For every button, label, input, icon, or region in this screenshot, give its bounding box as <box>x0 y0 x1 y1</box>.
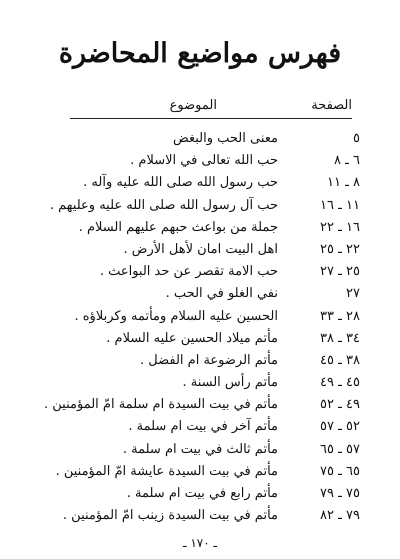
index-row <box>0 261 400 283</box>
index-row <box>0 483 400 505</box>
index-row <box>0 217 400 239</box>
row-pages: ٦٥ ـ ٧٥ <box>319 463 360 479</box>
topic-column-header: الموضوع <box>169 98 217 113</box>
row-pages: ٥٧ ـ ٦٥ <box>319 441 360 457</box>
row-topic: الحسين عليه السلام ومأتمه وكربلاؤه . <box>74 308 278 324</box>
index-row <box>0 394 400 416</box>
row-pages: ١١ ـ ١٦ <box>319 197 360 213</box>
index-row <box>0 461 400 483</box>
row-pages: ٥٢ ـ ٥٧ <box>319 419 360 435</box>
row-pages: ١٦ ـ ٢٢ <box>319 219 360 235</box>
header-divider <box>70 118 352 119</box>
row-topic: حب رسول الله صلى الله عليه وآله . <box>83 175 278 191</box>
index-row <box>0 505 400 527</box>
row-topic: مأتم في بيت السيدة زينب امّ المؤمنين . <box>62 508 278 524</box>
row-topic: مأتم ثالث في بيت ام سلمة . <box>122 441 278 457</box>
row-pages: ٦ ـ ٨ <box>333 153 360 169</box>
page-column-header: الصفحة <box>311 98 352 113</box>
row-pages: ٧٩ ـ ٨٢ <box>319 508 360 524</box>
row-topic: مأتم الرضوعة ام الفضل . <box>139 352 278 368</box>
index-row <box>0 239 400 261</box>
row-topic: حب الله تعالى في الاسلام . <box>130 153 278 169</box>
row-pages: ٣٤ ـ ٣٨ <box>319 330 360 346</box>
index-row <box>0 150 400 172</box>
page-number: ـ ١٧٠ ـ <box>182 536 218 550</box>
index-row <box>0 350 400 372</box>
row-pages: ٤٥ ـ ٤٩ <box>319 375 360 391</box>
row-topic: مأتم ميلاد الحسين عليه السلام . <box>106 330 278 346</box>
row-topic: حب آل رسول الله صلى الله عليه وعليهم . <box>49 197 278 213</box>
row-pages: ٣٨ ـ ٤٥ <box>319 352 360 368</box>
row-topic: حب الامة تقصر عن حد البواعث . <box>99 264 278 280</box>
row-pages: ٨ ـ ١١ <box>326 175 360 191</box>
row-pages: ٥ <box>353 131 360 146</box>
index-row <box>0 195 400 217</box>
row-topic: جملة من بواعث حبهم عليهم السلام . <box>78 219 278 235</box>
row-pages: ٤٩ ـ ٥٢ <box>319 397 360 413</box>
index-row <box>0 328 400 350</box>
row-topic: مأتم رأس السنة . <box>182 375 278 391</box>
row-topic: نفي الغلو في الحب . <box>165 286 278 302</box>
index-row <box>0 283 400 305</box>
page-title: فهرس مواضيع المحاضرة <box>58 38 342 69</box>
row-topic: اهل البيت امان لأهل الأرض . <box>123 241 278 257</box>
row-topic: مأتم رابع في بيت ام سلمة . <box>126 486 278 501</box>
row-pages: ٢٧ <box>346 286 360 302</box>
row-pages: ٧٥ ـ ٧٩ <box>319 486 360 501</box>
row-pages: ٢٨ ـ ٣٣ <box>319 308 360 324</box>
row-topic: مأتم في بيت السيدة ام سلمة امّ المؤمنين . <box>44 397 278 413</box>
index-row <box>0 416 400 438</box>
row-pages: ٢٢ ـ ٢٥ <box>319 241 360 257</box>
index-row <box>0 306 400 328</box>
index-row <box>0 172 400 194</box>
row-topic: مأتم في بيت السيدة عايشة امّ المؤمنين . <box>55 463 278 479</box>
index-row <box>0 128 400 150</box>
index-row <box>0 439 400 461</box>
row-topic: معنى الحب والبغض <box>173 131 278 146</box>
index-row <box>0 372 400 394</box>
row-topic: مأتم آخر في بيت ام سلمة . <box>128 419 278 435</box>
row-pages: ٢٥ ـ ٢٧ <box>319 264 360 280</box>
index-table <box>0 128 400 527</box>
